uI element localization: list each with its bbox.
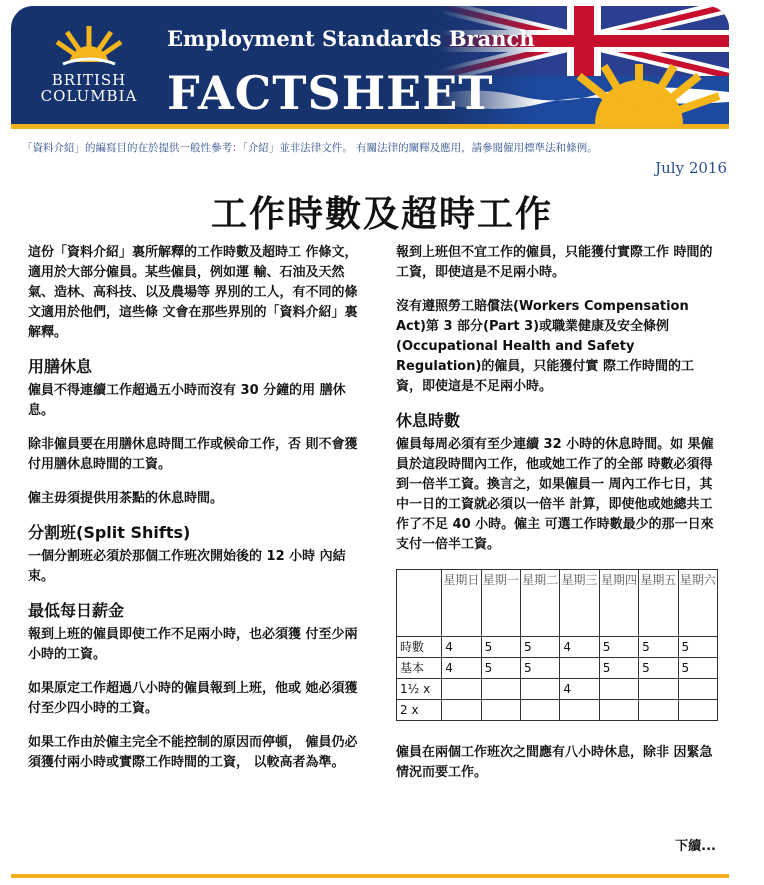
intro-paragraph: 這份「資料介紹」裏所解釋的工作時數及超時工 作條文，適用於大部分僱員。某些僱員，例如運 輸、石油及天然氣、造林、高科技、以及農場等 界別的工人，有不同的條文適用於他們，這些條 文會在那些界別的「資料介紹」裏解釋。 xyxy=(28,245,358,340)
header-banner xyxy=(11,6,729,124)
minimum-daily-pay-heading: 最低每日薪金 xyxy=(28,601,125,620)
table-cell xyxy=(520,679,559,700)
province-name-line1: BRITISH xyxy=(51,71,127,89)
day-header: 星期四 xyxy=(599,570,638,637)
table-row xyxy=(397,637,718,658)
table-corner-cell xyxy=(397,570,442,637)
row-label: 基本 xyxy=(397,658,442,679)
table-cell: 4 xyxy=(442,637,481,658)
row-label: 2 x xyxy=(397,700,442,721)
table-cell: 5 xyxy=(639,637,678,658)
continued-label: 下續... xyxy=(675,839,716,854)
minimum-daily-pay-paragraph-1: 報到上班的僱員即使工作不足兩小時，也必須獲 付至少兩小時的工資。 xyxy=(28,627,358,662)
day-header: 星期五 xyxy=(639,570,678,637)
day-header: 星期日 xyxy=(442,570,481,637)
gold-divider xyxy=(11,124,729,129)
table-cell xyxy=(560,658,599,679)
row-label: 1½ x xyxy=(397,679,442,700)
page-title: 工作時數及超時工作 xyxy=(210,194,553,235)
day-header: 星期六 xyxy=(678,570,717,637)
right-column xyxy=(396,243,718,797)
table-cell: 5 xyxy=(678,658,717,679)
table-cell: 5 xyxy=(639,658,678,679)
split-shift-paragraph: 一個分割班必須於那個工作班次開始後的 12 小時 內結束。 xyxy=(28,549,346,584)
table-header-row xyxy=(397,570,718,637)
table-cell: 5 xyxy=(481,658,520,679)
workers-compensation-paragraph: 沒有遵照勞工賠償法(Workers Compensation Act)第 3 部分(Part 3)或職業健康及安全條例 (Occupational Health and Safety Regulation)的僱員，只能獲付實 際工作時間的工資，即使這是不足兩小時。 xyxy=(396,299,694,394)
disclaimer: 「資料介紹」的編寫目的在於提供一般性參考：「介紹」並非法律文件。 有關法律的闡釋及應用，請參閱僱用標準法和條例。 xyxy=(22,142,598,154)
table-cell: 4 xyxy=(560,679,599,700)
table-cell xyxy=(442,700,481,721)
table-cell xyxy=(599,700,638,721)
table-cell: 4 xyxy=(442,658,481,679)
table-cell xyxy=(678,700,717,721)
table-row xyxy=(397,679,718,700)
table-cell: 5 xyxy=(678,637,717,658)
table-cell xyxy=(442,679,481,700)
table-cell xyxy=(520,700,559,721)
meal-break-paragraph-1: 僱員不得連續工作超過五小時而沒有 30 分鐘的用 膳休息。 xyxy=(28,383,346,418)
table-cell: 5 xyxy=(599,658,638,679)
meal-break-paragraph-3: 僱主毋須提供用茶點的休息時間。 xyxy=(28,491,224,506)
unfit-worker-paragraph: 報到上班但不宜工作的僱員，只能獲付實際工作 時間的工資，即使這是不足兩小時。 xyxy=(396,245,713,280)
table-cell: 5 xyxy=(520,658,559,679)
meal-break-heading: 用膳休息 xyxy=(28,357,93,376)
table-cell xyxy=(599,679,638,700)
table-cell xyxy=(481,679,520,700)
day-header: 星期三 xyxy=(560,570,599,637)
day-header: 星期一 xyxy=(481,570,520,637)
table-row xyxy=(397,700,718,721)
publish-date: July 2016 xyxy=(655,159,727,177)
table-cell: 5 xyxy=(481,637,520,658)
row-label: 時數 xyxy=(397,637,442,658)
table-cell xyxy=(560,700,599,721)
left-column xyxy=(28,243,368,787)
meal-break-paragraph-2: 除非僱員要在用膳休息時間工作或候命工作，否 則不會獲付用膳休息時間的工資。 xyxy=(28,437,358,472)
day-header: 星期二 xyxy=(520,570,559,637)
table-cell xyxy=(678,679,717,700)
rest-hours-heading: 休息時數 xyxy=(396,411,461,430)
bc-logo xyxy=(39,24,139,114)
gold-bottom-divider xyxy=(11,874,729,878)
split-shift-heading: 分割班(Split Shifts) xyxy=(28,523,191,542)
shift-rest-paragraph: 僱員在兩個工作班次之間應有八小時休息，除非 因緊急情況而要工作。 xyxy=(396,745,713,780)
rest-hours-paragraph: 僱員每周必須有至少連續 32 小時的休息時間。如 果僱員於這段時間內工作，他或她工作了的全部 時數必須得到一倍半工資。換言之，如果僱員一 周內工作七日，其中一日的工資就必須以一倍半 計算，即使他或她總共工作了不足 40 小時。僱主 可選工作時數最少的那一日來支付一倍半工資。 xyxy=(396,437,714,552)
branch-name: Employment Standards Branch xyxy=(167,26,535,51)
minimum-daily-pay-paragraph-3: 如果工作由於僱主完全不能控制的原因而停頓， 僱員仍必須獲付兩小時或實際工作時間的工資， 以較高者為準。 xyxy=(28,735,358,770)
table-cell xyxy=(639,700,678,721)
table-cell: 4 xyxy=(560,637,599,658)
weekly-hours-table xyxy=(396,569,718,721)
sun-icon xyxy=(49,24,129,68)
province-name-line2: COLUMBIA xyxy=(40,87,138,105)
table-cell xyxy=(481,700,520,721)
minimum-daily-pay-paragraph-2: 如果原定工作超過八小時的僱員報到上班，他或 她必須獲付至少四小時的工資。 xyxy=(28,681,358,716)
factsheet-title: FACTSHEET xyxy=(167,66,494,120)
table-cell: 5 xyxy=(599,637,638,658)
table-cell xyxy=(639,679,678,700)
table-row xyxy=(397,658,718,679)
table-cell: 5 xyxy=(520,637,559,658)
